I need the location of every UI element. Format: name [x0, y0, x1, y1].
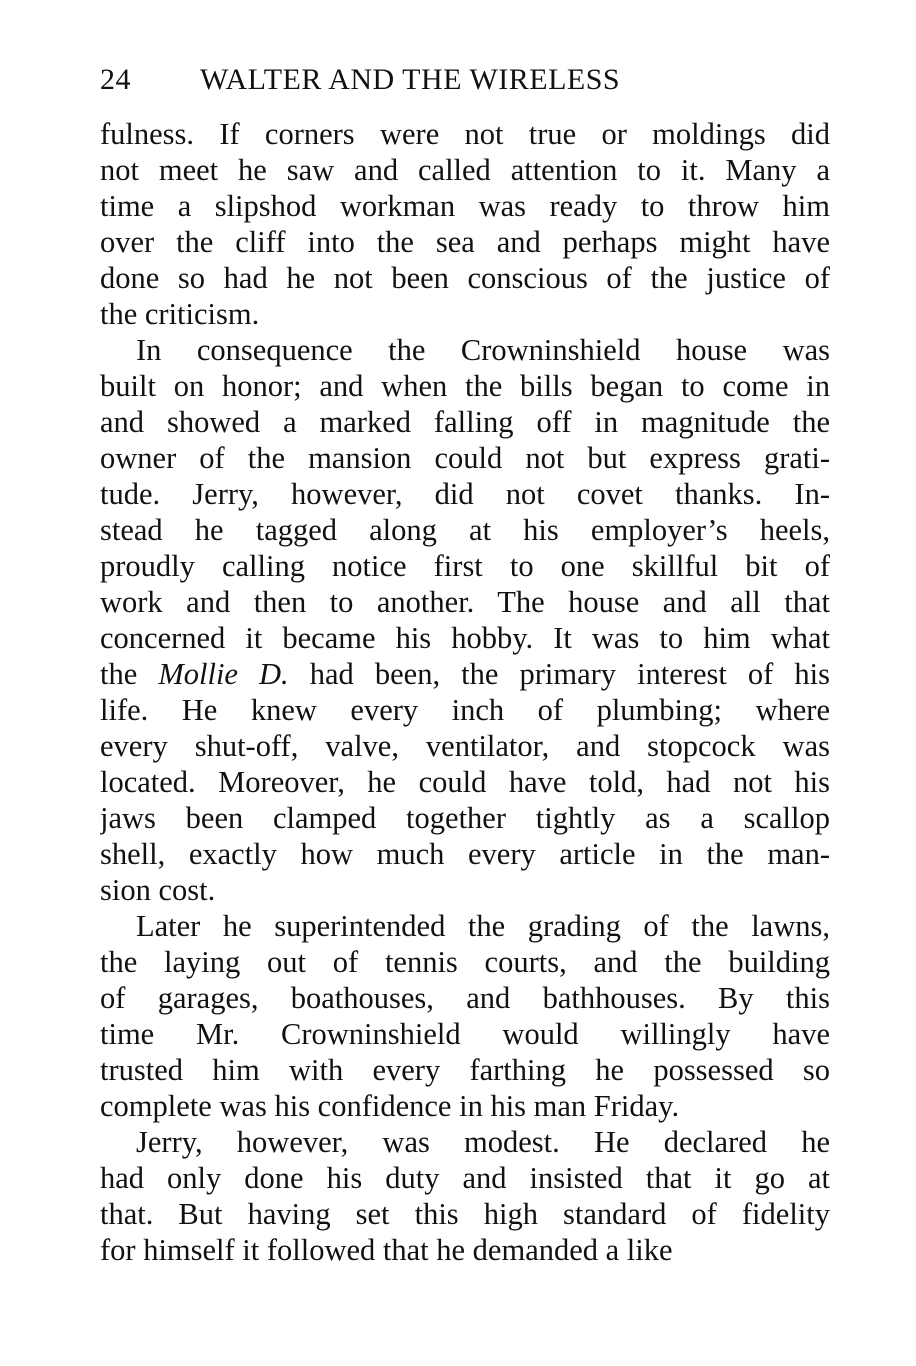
text-line: complete was his confidence in his man Friday. — [100, 1089, 680, 1123]
text-line: concerned it became his hobby. It was to him what — [100, 621, 830, 655]
text-line: stead he tagged along at his employer’s heels, — [100, 513, 830, 547]
text-line: of garages, boathouses, and bathhouses. By this — [100, 981, 830, 1015]
text-line: jaws been clamped together tightly as a scallop — [100, 801, 830, 835]
text-line: not meet he saw and called attention to it. Many a — [100, 153, 830, 187]
text-line: proudly calling notice first to one skillful bit of — [100, 549, 830, 583]
text-line: the Mollie D. had been, the primary interest of his — [100, 657, 830, 691]
italic-ship-name: Mollie D. — [158, 657, 289, 691]
text-line: Jerry, however, was modest. He declared he — [136, 1125, 830, 1159]
text-line: fulness. If corners were not true or moldings did — [100, 117, 830, 151]
text-line: the laying out of tennis courts, and the building — [100, 945, 830, 979]
text-line: over the cliff into the sea and perhaps might have — [100, 225, 830, 259]
text-line: work and then to another. The house and all that — [100, 585, 830, 619]
running-head — [100, 60, 830, 100]
text-line: built on honor; and when the bills began to come in — [100, 369, 830, 403]
text-line: shell, exactly how much every article in the man- — [100, 837, 830, 871]
page-number: 24 — [100, 63, 131, 96]
text-line: for himself it followed that he demanded a like — [100, 1233, 673, 1267]
text-line: that. But having set this high standard of fidelity — [100, 1197, 830, 1231]
text-line: tude. Jerry, however, did not covet thanks. In- — [100, 477, 830, 511]
text-line: and showed a marked falling off in magnitude the — [100, 405, 830, 439]
text-line: had only done his duty and insisted that it go at — [100, 1161, 830, 1195]
text-line: sion cost. — [100, 873, 216, 907]
text-line: done so had he not been conscious of the justice of — [100, 261, 830, 295]
text-line: located. Moreover, he could have told, had not his — [100, 765, 830, 799]
text-line: time a slipshod workman was ready to throw him — [100, 189, 830, 223]
text-line: time Mr. Crowninshield would willingly have — [100, 1017, 830, 1051]
text-line: In consequence the Crowninshield house was — [136, 333, 830, 367]
text-line: Later he superintended the grading of the lawns, — [136, 909, 830, 943]
body-text — [100, 116, 830, 1268]
text-line: life. He knew every inch of plumbing; where — [100, 693, 830, 727]
running-title: WALTER AND THE WIRELESS — [200, 63, 621, 96]
text-line: the criticism. — [100, 297, 260, 331]
text-line: owner of the mansion could not but express grati- — [100, 441, 830, 475]
text-line: every shut-off, valve, ventilator, and stopcock was — [100, 729, 830, 763]
text-line: trusted him with every farthing he possessed so — [100, 1053, 830, 1087]
